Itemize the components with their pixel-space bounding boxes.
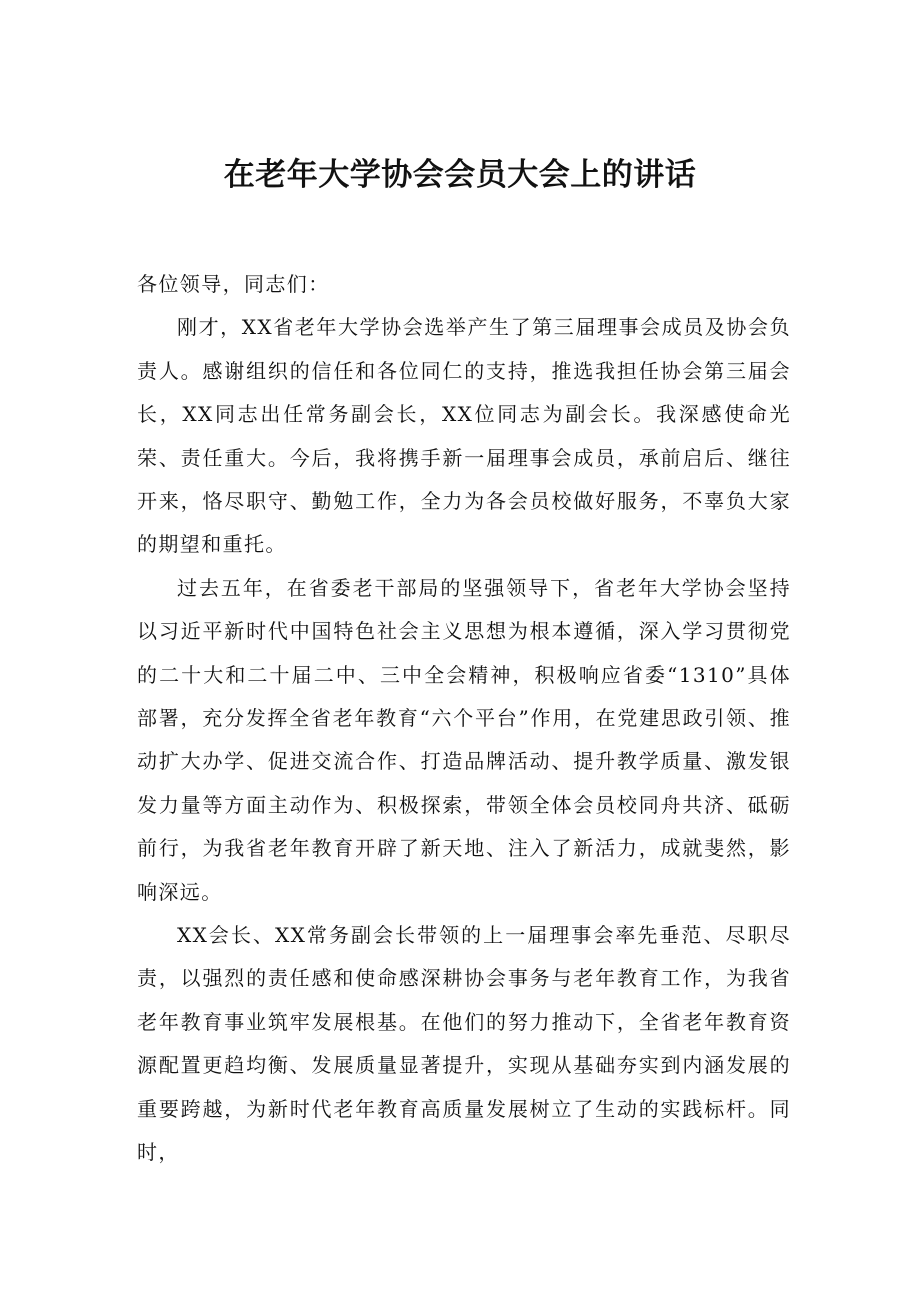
paragraph-1: 刚才，XX省老年大学协会选举产生了第三届理事会成员及协会负责人。感谢组织的信任和各位同仁的支持，推选我担任协会第三届会长，XX同志出任常务副会长，XX位同志为副会长。我深感使命光荣、责任重大。今后，我将携手新一届理事会成员，承前启后、继往开来，恪尽职守、勤勉工作，全力为各会员校做好服务，不辜负大家的期望和重托。 [137,315,791,557]
salutation: 各位领导，同志们： [137,272,330,296]
paragraph-3: XX会长、XX常务副会长带领的上一届理事会率先垂范、尽职尽责，以强烈的责任感和使命感深耕协会事务与老年教育工作，为我省老年教育事业筑牢发展根基。在他们的努力推动下，全省老年教育资源配置更趋均衡、发展质量显著提升，实现从基础夯实到内涵发展的重要跨越，为新时代老年教育高质量发展树立了生动的实践标杆。同时， [137,923,791,1165]
paragraph-2: 过去五年，在省委老干部局的坚强领导下，省老年大学协会坚持以习近平新时代中国特色社会主义思想为根本遵循，深入学习贯彻党的二十大和二十届二中、三中全会精神，积极响应省委“1310”具体部署，充分发挥全省老年教育“六个平台”作用，在党建思政引领、推动扩大办学、促进交流合作、打造品牌活动、提升教学质量、激发银发力量等方面主动作为、积极探索，带领全体会员校同舟共济、砥砺前行，为我省老年教育开辟了新天地、注入了新活力，成就斐然，影响深远。 [137,575,791,904]
document-body [137,263,791,1175]
document-title: 在老年大学协会会员大会上的讲话 [223,157,697,193]
